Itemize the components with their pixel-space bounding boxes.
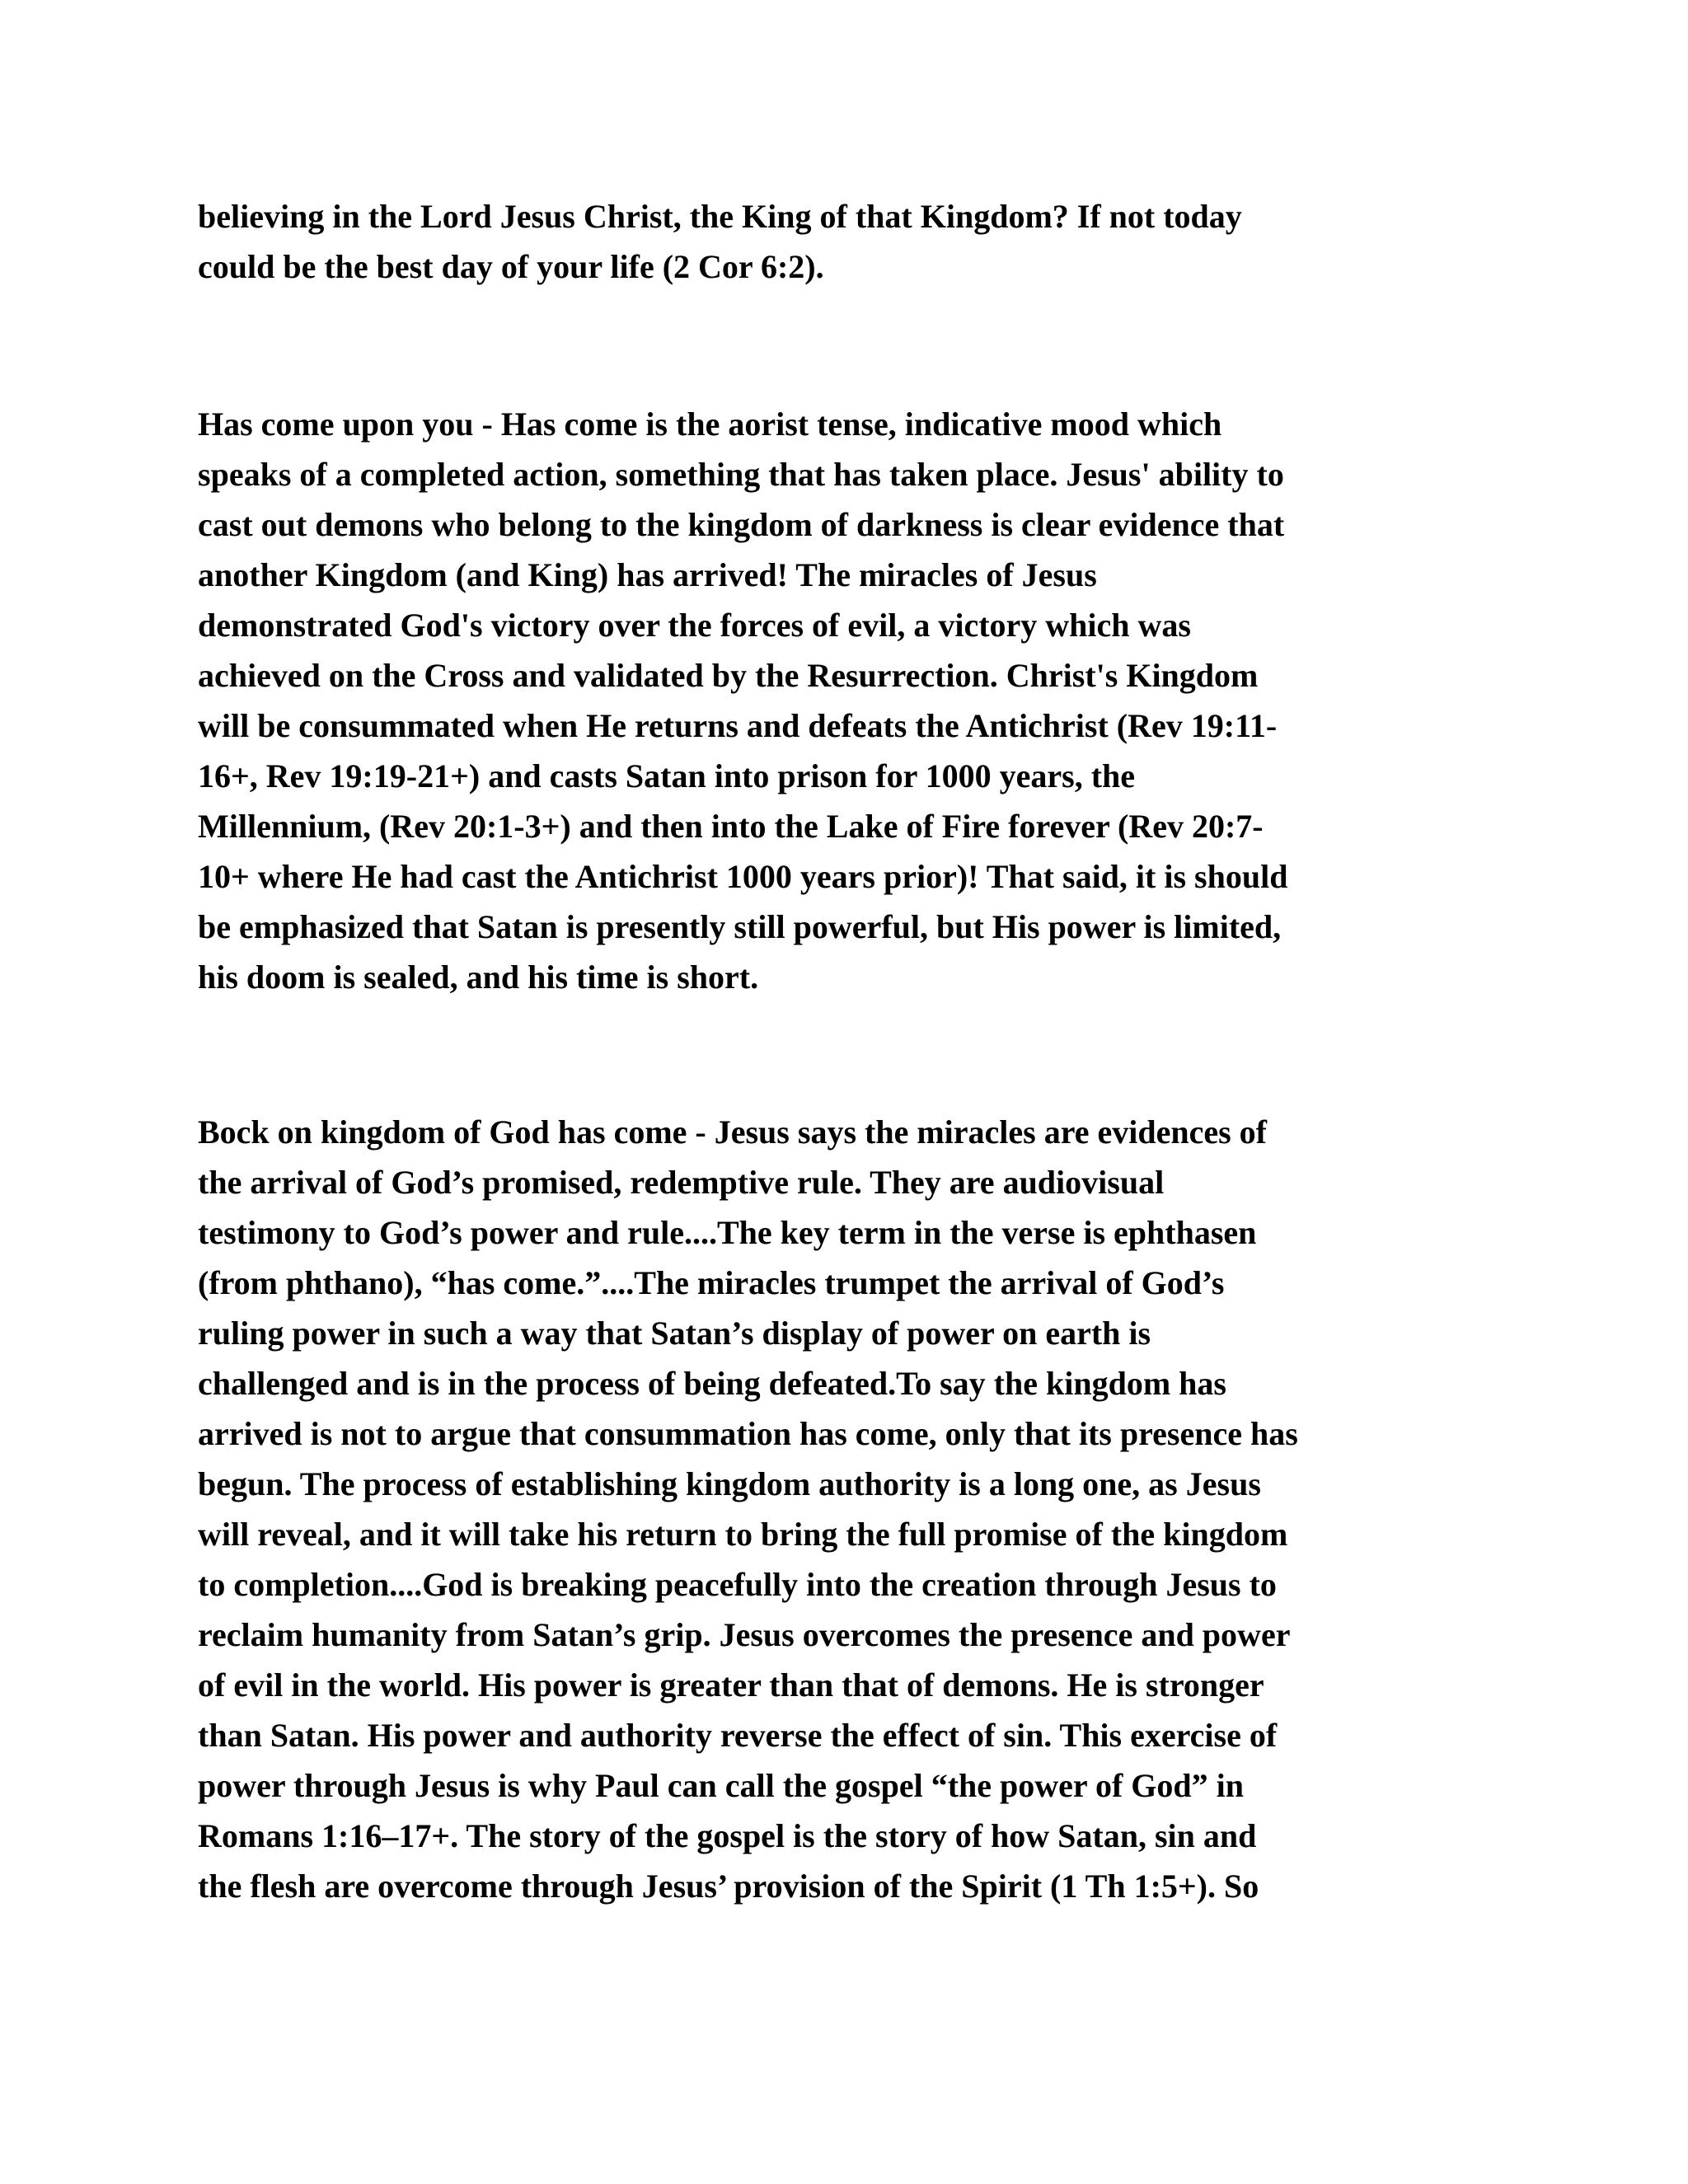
text-line: demonstrated God's victory over the forces of evil, a victory which was xyxy=(198,607,1191,644)
text-line: Romans 1:16–17+. The story of the gospel is the story of how Satan, sin and xyxy=(198,1817,1257,1854)
text-line: testimony to God’s power and rule....The key term in the verse is ephthasen xyxy=(198,1214,1257,1251)
text-line: could be the best day of your life (2 Cor 6:2). xyxy=(198,248,824,285)
text-line: Has come upon you - Has come is the aorist tense, indicative mood which xyxy=(198,405,1222,443)
text-line: another Kingdom (and King) has arrived! The miracles of Jesus xyxy=(198,556,1097,593)
paragraph-bock-commentary xyxy=(198,1107,1484,1911)
text-line: achieved on the Cross and validated by the Resurrection. Christ's Kingdom xyxy=(198,657,1259,694)
text-line: ruling power in such a way that Satan’s display of power on earth is xyxy=(198,1315,1151,1352)
text-line: (from phthano), “has come.”....The miracles trumpet the arrival of God’s xyxy=(198,1264,1225,1301)
text-line: begun. The process of establishing kingdom authority is a long one, as Jesus xyxy=(198,1465,1261,1502)
paragraph-continuation xyxy=(198,191,1484,292)
text-line: be emphasized that Satan is presently still powerful, but His power is limited, xyxy=(198,908,1282,945)
text-line: challenged and is in the process of being defeated.To say the kingdom has xyxy=(198,1365,1226,1402)
text-line: power through Jesus is why Paul can call the gospel “the power of God” in xyxy=(198,1767,1245,1804)
text-line: reclaim humanity from Satan’s grip. Jesus overcomes the presence and power xyxy=(198,1616,1291,1653)
text-line: arrived is not to argue that consummation has come, only that its presence has xyxy=(198,1415,1298,1452)
text-line: to completion....God is breaking peacefully into the creation through Jesus to xyxy=(198,1566,1277,1603)
text-line: Bock on kingdom of God has come - Jesus says the miracles are evidences of xyxy=(198,1113,1267,1151)
text-line: 10+ where He had cast the Antichrist 1000 years prior)! That said, it is should xyxy=(198,858,1288,895)
paragraph-has-come-upon-you xyxy=(198,399,1484,1002)
text-line: than Satan. His power and authority reverse the effect of sin. This exercise of xyxy=(198,1717,1278,1754)
text-line: of evil in the world. His power is greater than that of demons. He is stronger xyxy=(198,1666,1264,1704)
text-line: believing in the Lord Jesus Christ, the King of that Kingdom? If not today xyxy=(198,198,1242,235)
text-line: will be consummated when He returns and defeats the Antichrist (Rev 19:11- xyxy=(198,707,1278,744)
text-line: cast out demons who belong to the kingdom of darkness is clear evidence that xyxy=(198,506,1285,543)
text-line: 16+, Rev 19:19-21+) and casts Satan into prison for 1000 years, the xyxy=(198,757,1136,794)
text-line: the flesh are overcome through Jesus’ provision of the Spirit (1 Th 1:5+). So xyxy=(198,1868,1259,1905)
text-line: Millennium, (Rev 20:1-3+) and then into the Lake of Fire forever (Rev 20:7- xyxy=(198,808,1264,845)
text-line: speaks of a completed action, something that has taken place. Jesus' ability to xyxy=(198,456,1284,493)
text-line: the arrival of God’s promised, redemptive rule. They are audiovisual xyxy=(198,1164,1165,1201)
text-line: will reveal, and it will take his return to bring the full promise of the kingdom xyxy=(198,1516,1288,1553)
text-line: his doom is sealed, and his time is short. xyxy=(198,958,759,996)
